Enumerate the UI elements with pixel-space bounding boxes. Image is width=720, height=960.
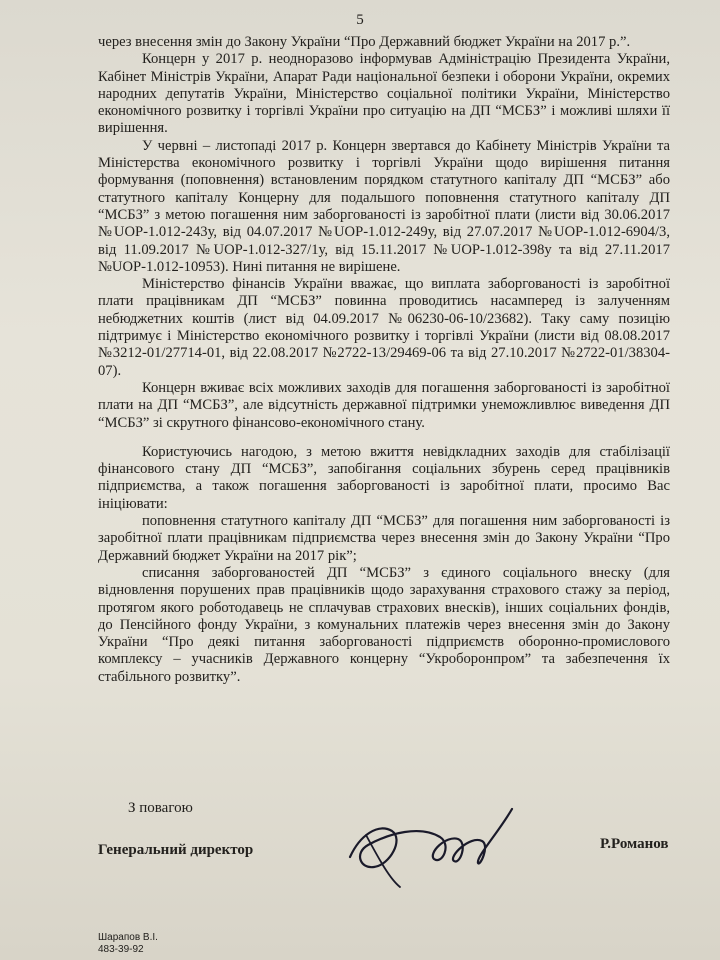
executor-info bbox=[98, 932, 158, 956]
letter-body bbox=[98, 34, 670, 686]
signer-position: Генеральний директор bbox=[98, 842, 254, 858]
handwritten-signature bbox=[330, 795, 530, 895]
paragraph-concern-measures: Концерн вживає всіх можливих заходів для погашення заборгованості із заробітної плати на ДП “МСБЗ”, але відсутність державної підтримки унеможливлює виведення ДП “МСБЗ” зі скрутного фінансово-економічного стану. bbox=[98, 379, 670, 431]
paragraph-informed-authorities: Концерн у 2017 р. неодноразово інформував Адміністрацію Президента України, Кабінет Міністрів України, Апарат Ради національної безпеки і оборони України, окремих народних депутатів України, Міністерство соціальної політики України, Міністерство економічного розвитку і торгівлі України про ситуацію на ДП “МСБЗ” і можливі шляхи її вирішення. bbox=[98, 51, 670, 137]
paragraph-appeals: У червні – листопаді 2017 р. Концерн звертався до Кабінету Міністрів України та Міністерства економічного розвитку і торгівлі України щодо вирішення питання формування (поповнення) встановленим порядком статутного капіталу ДП “МСБЗ” або статутного капіталу Концерну для подальшого поповнення статутного капіталу ДП “МСБЗ” з метою погашення ним заборгованості із заробітної плати (листи від 30.06.2017 №UOP-1.012-243у, від 04.07.2017 №UOP-1.012-249у, від 27.07.2017 №UOP-1.012-6904/3, від 11.09.2017 №UOP-1.012-327/1у, від 15.11.2017 №UOP-1.012-398у та від 27.11.2017 №UOP-1.012-10953). Нині питання не вирішене. bbox=[98, 137, 670, 275]
paragraph-request: Користуючись нагодою, з метою вжиття невідкладних заходів для стабілізації фінансового стану ДП “МСБЗ”, запобігання соціальних збурень серед працівників підприємства, а також погашення заборгованості із заробітної плати, просимо Вас ініціювати: bbox=[98, 443, 670, 512]
signer-name: Р.Романов bbox=[600, 836, 669, 852]
paragraph-request-item-capital: поповнення статутного капіталу ДП “МСБЗ” для погашення ним заборгованості із заробітної плати працівникам підприємства через внесення змін до Закону України “Про Державний бюджет України на 2017 рік”; bbox=[98, 513, 670, 564]
page-number: 5 bbox=[356, 12, 364, 28]
closing-phrase: З повагою bbox=[128, 800, 193, 816]
executor-name: Шарапов В.І. bbox=[98, 932, 158, 943]
paragraph-ministry-finance: Міністерство фінансів України вважає, що виплата заборгованості із заробітної плати працівникам ДП “МСБЗ” повинна проводитись насамперед із залученням небюджетних коштів (лист від 04.09.2017 №06230-06-10/23682). Таку саму позицію підтримує і Міністерство економічного розвитку і торгівлі України (листи від 08.08.2017 №3212-01/27714-01, від 22.08.2017 №2722-13/29469-06 та від 27.10.2017 №2722-01/38304-07). bbox=[98, 276, 670, 379]
paragraph-budget-law: через внесення змін до Закону України “Про Державний бюджет України на 2017 р.”. bbox=[98, 34, 631, 50]
executor-phone: 483-39-92 bbox=[98, 944, 144, 955]
paragraph-request-item-writeoff: списання заборгованостей ДП “МСБЗ” з єдиного соціального внеску (для відновлення порушених прав працівників щодо зарахування страхового стажу за період, протягом якого роботодавець не сплачував страхових внесків), інших соціальних фондів, до Пенсійного фонду України, з комунальних платежів через внесення змін до Закону України “Про деякі питання заборгованості підприємств оборонно-промислового комплексу – учасників Державного концерну “Укроборонпром” та забезпечення їх стабільного розвитку”. bbox=[98, 564, 670, 685]
